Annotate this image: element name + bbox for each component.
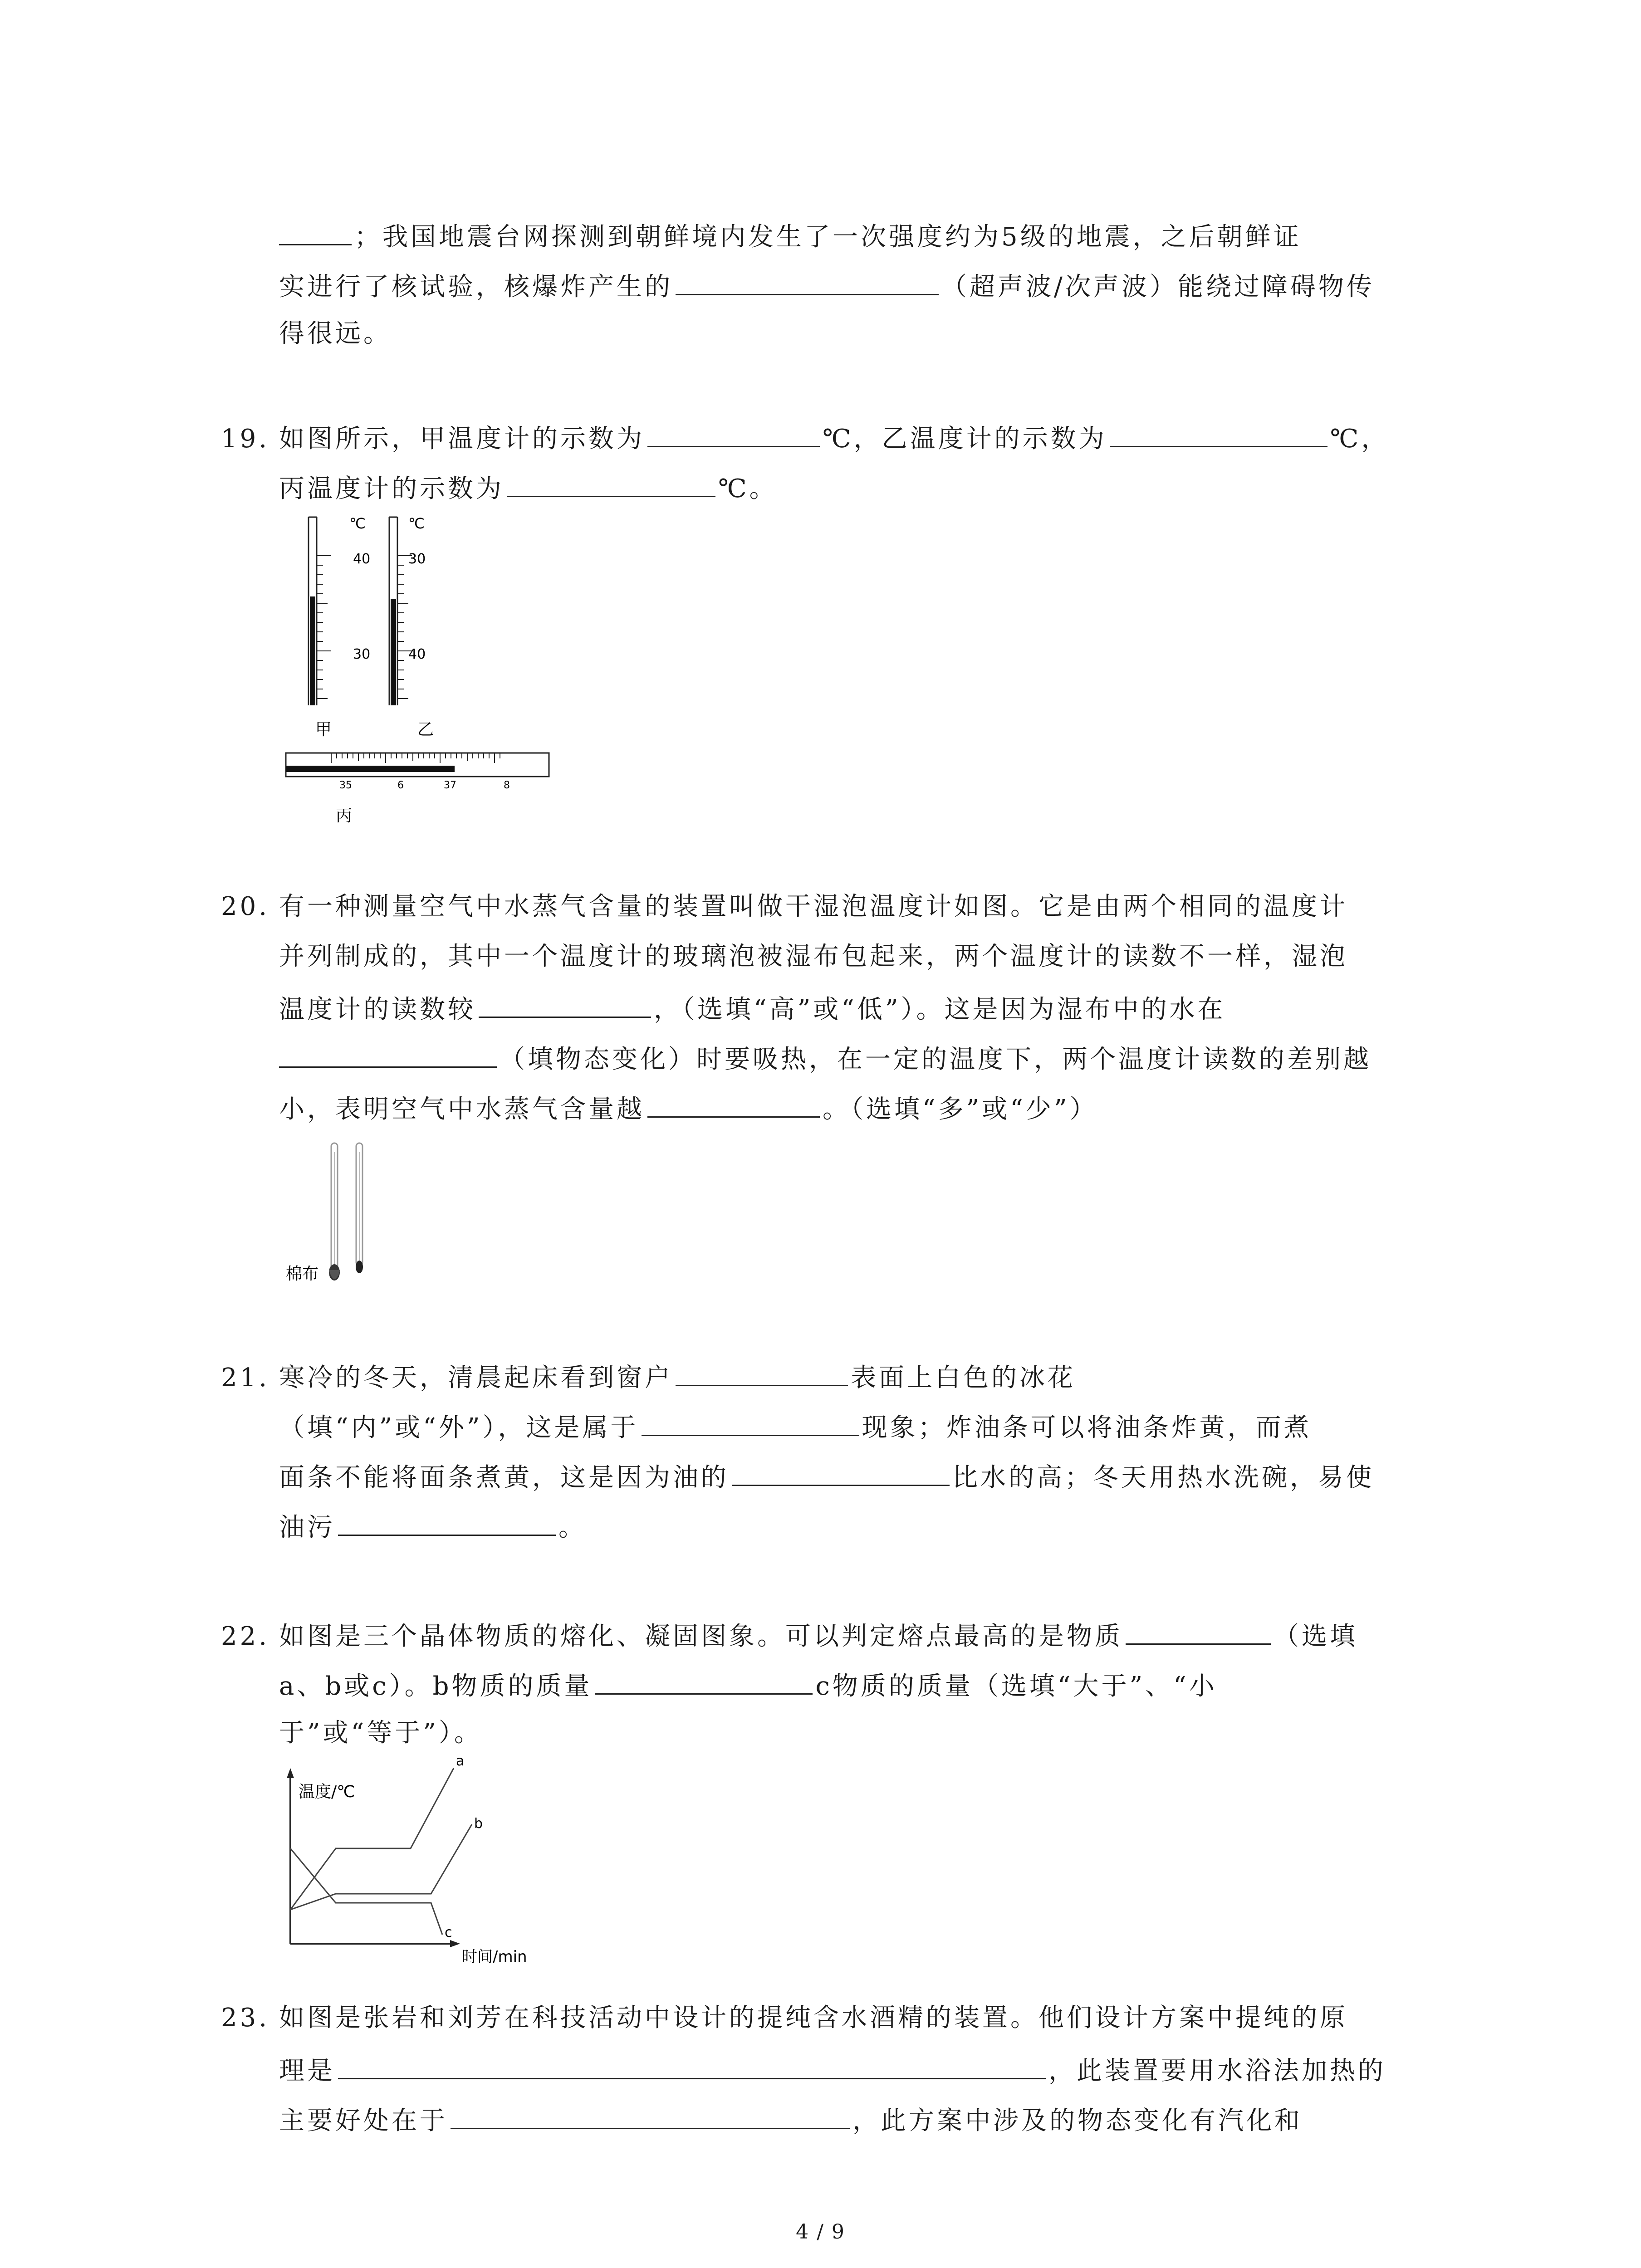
curve-label-a: a	[456, 1755, 465, 1769]
q18-blank-2[interactable]	[676, 268, 939, 295]
q19-line2: 丙温度计的示数为 ℃。	[279, 469, 778, 505]
q18-line2: 实进行了核试验，核爆炸产生的 （超声波/次声波）能绕过障碍物传	[279, 268, 1375, 303]
curve-label-b: b	[474, 1816, 483, 1832]
q23-line1: 23. 如图是张岩和刘芳在科技活动中设计的提纯含水酒精的装置。他们设计方案中提纯的原	[221, 2002, 1348, 2034]
q18-blank-1[interactable]	[279, 218, 352, 245]
q20-blank-1[interactable]	[479, 990, 651, 1018]
q20-blank-3[interactable]	[647, 1090, 820, 1118]
bing-tick-label: 35	[339, 780, 352, 791]
bing-tick-label: 6	[397, 780, 404, 791]
bing-label: 丙	[336, 807, 353, 825]
curve-c	[290, 1848, 442, 1935]
q22-blank-1[interactable]	[1126, 1617, 1271, 1645]
question-number: 22.	[221, 1622, 270, 1651]
yi-label: 乙	[417, 720, 434, 739]
q23-blank-1[interactable]	[338, 2052, 1046, 2079]
q20-line5: 小，表明空气中水蒸气含量越 。（选填“多”或“少”）	[279, 1090, 1098, 1126]
q22-line1: 22. 如图是三个晶体物质的熔化、凝固图象。可以判定熔点最高的是物质 （选填	[221, 1617, 1358, 1653]
jia-tick-label: 40	[353, 551, 371, 567]
y-axis-label: 温度/℃	[299, 1783, 355, 1801]
q22-melting-graph	[272, 1755, 563, 1969]
question-number: 21.	[221, 1363, 270, 1393]
dry-bulb-thermometer	[356, 1143, 363, 1273]
page-number: 4 / 9	[796, 2220, 845, 2244]
q20-line1: 20. 有一种测量空气中水蒸气含量的装置叫做干湿泡温度计如图。它是由两个相同的温度计	[221, 890, 1348, 923]
q19-thermometer-figure	[272, 508, 563, 835]
q20-hygrometer-figure	[272, 1134, 390, 1306]
q21-line3: 面条不能将面条煮黄，这是因为油的 比水的高；冬天用热水洗碗，易使	[279, 1458, 1374, 1494]
thermometer-yi	[389, 515, 434, 739]
q18-line3: 得很远。	[279, 319, 392, 348]
q21-line1: 21. 寒冷的冬天，清晨起床看到窗户 表面上白色的冰花	[221, 1359, 1076, 1394]
bing-tick-label: 8	[504, 780, 510, 791]
q19-blank-yi[interactable]	[1110, 420, 1327, 447]
q21-line2: （填“内”或“外”），这是属于 现象；炸油条可以将油条炸黄，而煮	[279, 1408, 1312, 1444]
q23-blank-2[interactable]	[451, 2102, 850, 2129]
jia-label: 甲	[315, 720, 332, 739]
bing-tick-label: 37	[444, 780, 456, 791]
yi-tick-label: 30	[408, 551, 426, 567]
jia-tick-label: 30	[353, 646, 371, 662]
q20-line2: 并列制成的，其中一个温度计的玻璃泡被湿布包起来，两个温度计的读数不一样，湿泡	[279, 942, 1348, 971]
curve-b	[290, 1824, 472, 1910]
question-number: 19.	[221, 424, 270, 454]
cotton-cloth-label: 棉布	[286, 1265, 319, 1283]
question-number: 20.	[221, 892, 270, 921]
q20-line3: 温度计的读数较 ，（选填“高”或“低”）。这是因为湿布中的水在	[279, 990, 1226, 1026]
q21-blank-2[interactable]	[642, 1408, 859, 1436]
thermometer-jia	[309, 515, 370, 739]
q23-line2: 理是 ，此装置要用水浴法加热的	[279, 2052, 1386, 2087]
q20-blank-2[interactable]	[279, 1040, 497, 1068]
curve-label-c: c	[445, 1925, 452, 1941]
q21-blank-4[interactable]	[338, 1508, 556, 1536]
q22-line3: 于”或“等于”）。	[279, 1718, 482, 1748]
question-number: 23.	[221, 2003, 270, 2033]
q22-blank-2[interactable]	[595, 1667, 813, 1695]
jia-unit-label: ℃	[349, 515, 366, 532]
q18-line1: ；我国地震台网探测到朝鲜境内发生了一次强度约为5级的地震，之后朝鲜证	[279, 218, 1302, 254]
q21-blank-1[interactable]	[676, 1359, 848, 1386]
q19-line1: 19. 如图所示，甲温度计的示数为 ℃，乙温度计的示数为 ℃，	[221, 420, 1389, 455]
q21-line4: 油污 。	[279, 1508, 587, 1544]
q20-line4: （填物态变化）时要吸热，在一定的温度下，两个温度计读数的差别越	[279, 1040, 1372, 1076]
q19-blank-bing[interactable]	[507, 469, 715, 497]
yi-unit-label: ℃	[408, 515, 425, 532]
yi-tick-label: 40	[408, 646, 426, 662]
x-axis-label: 时间/min	[462, 1948, 527, 1966]
q19-blank-jia[interactable]	[647, 420, 820, 447]
q21-blank-3[interactable]	[732, 1458, 950, 1486]
q23-line3: 主要好处在于 ，此方案中涉及的物态变化有汽化和	[279, 2102, 1303, 2137]
q22-line2: a、b或c）。b物质的质量 c物质的质量（选填“大于”、“小	[279, 1667, 1217, 1703]
wet-bulb-thermometer	[329, 1143, 340, 1281]
thermometer-bing	[286, 753, 549, 825]
